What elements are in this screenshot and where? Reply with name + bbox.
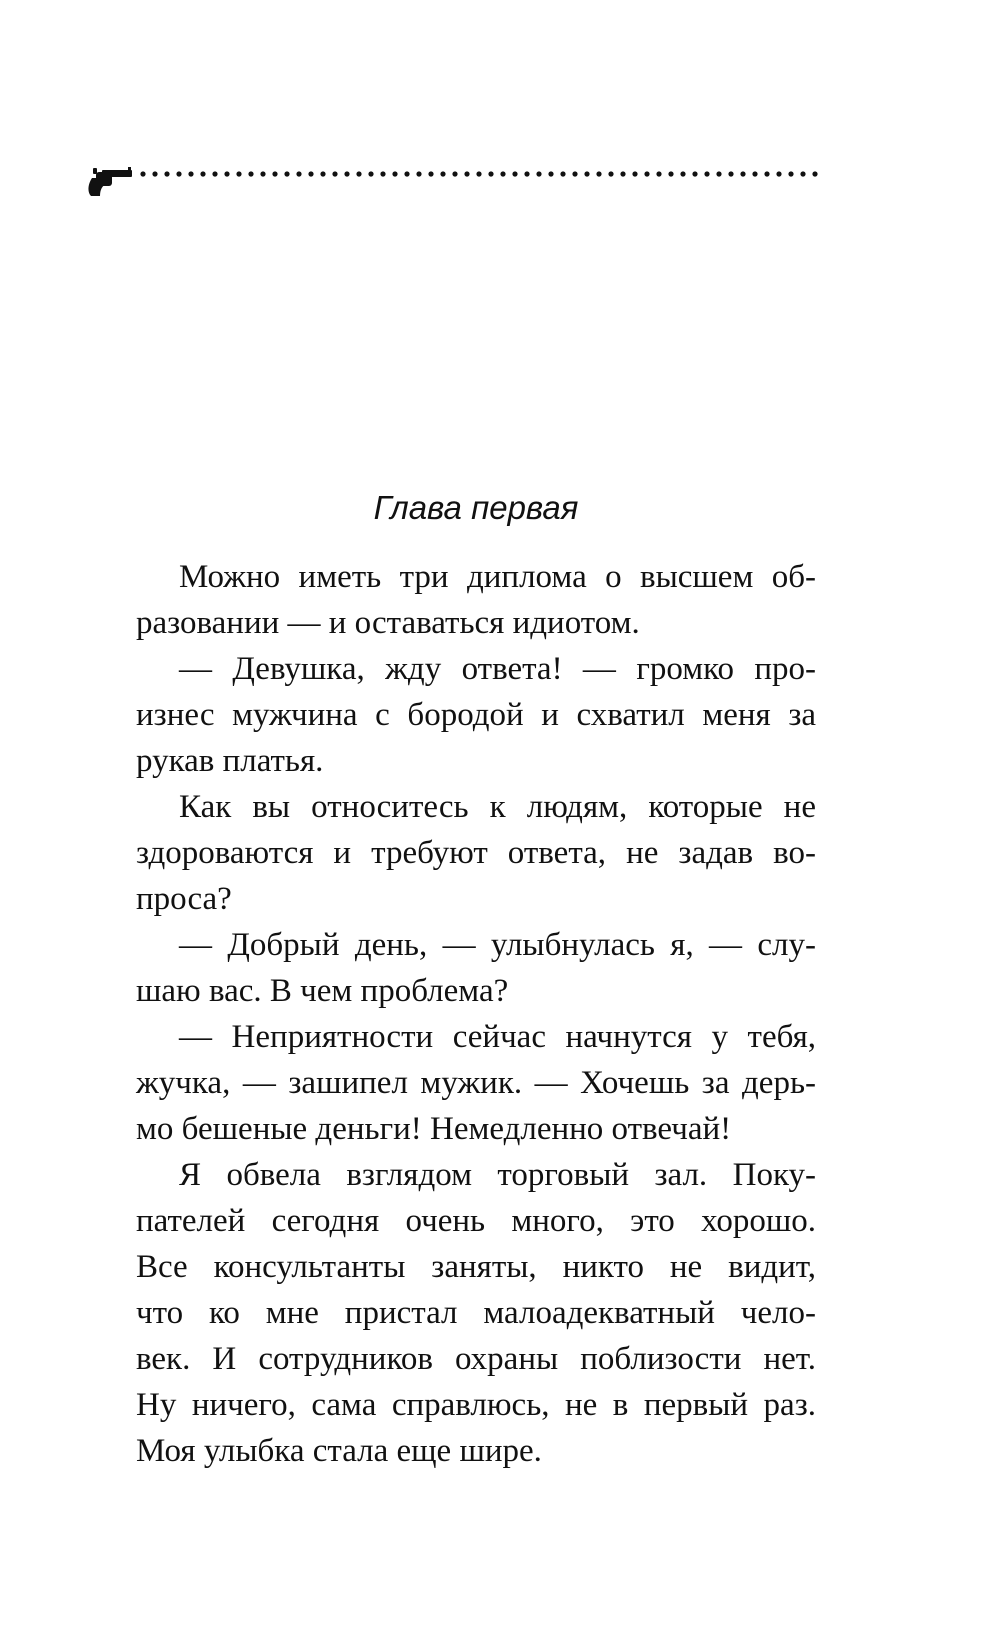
header-ornament-graphic xyxy=(88,164,828,204)
text-line: Как вы относитесь к людям, которые не xyxy=(179,789,816,825)
text-line: шаю вас. В чем проблема? xyxy=(136,973,509,1009)
text-line: здороваются и требуют ответа, не задав во- xyxy=(136,835,816,871)
text-line: жучка, — зашипел мужик. — Хочешь за дерь- xyxy=(136,1065,816,1101)
text-line: проса? xyxy=(136,881,232,917)
text-line: Я обвела взглядом торговый зал. Поку- xyxy=(179,1157,816,1193)
text-line: что ко мне пристал малоадекватный чело- xyxy=(136,1295,816,1331)
text-line: — Неприятности сейчас начнутся у тебя, xyxy=(179,1019,816,1055)
revolver-icon xyxy=(88,167,132,196)
dotted-rule xyxy=(140,171,817,176)
text-line: разовании — и оставаться идиотом. xyxy=(136,605,640,641)
text-line: Ну ничего, сама справлюсь, не в первый раз. xyxy=(136,1387,816,1423)
text-line: — Девушка, жду ответа! — громко про- xyxy=(179,651,816,687)
header-ornament xyxy=(88,164,828,204)
chapter-title: Глава первая xyxy=(373,489,579,526)
text-line: изнес мужчина с бородой и схватил меня за xyxy=(136,697,816,733)
text-line: — Добрый день, — улыбнулась я, — слу- xyxy=(179,927,816,963)
text-line: пателей сегодня очень много, это хорошо. xyxy=(136,1203,816,1239)
text-line: рукав платья. xyxy=(136,743,324,779)
text-line: Моя улыбка стала еще шире. xyxy=(136,1433,542,1469)
text-line: Можно иметь три диплома о высшем об- xyxy=(179,559,816,595)
text-line: мо бешеные деньги! Немедленно отвечай! xyxy=(136,1111,732,1147)
chapter-body xyxy=(136,554,816,1474)
text-line: век. И сотрудников охраны поблизости нет. xyxy=(136,1341,816,1377)
text-line: Все консультанты заняты, никто не видит, xyxy=(136,1249,816,1285)
